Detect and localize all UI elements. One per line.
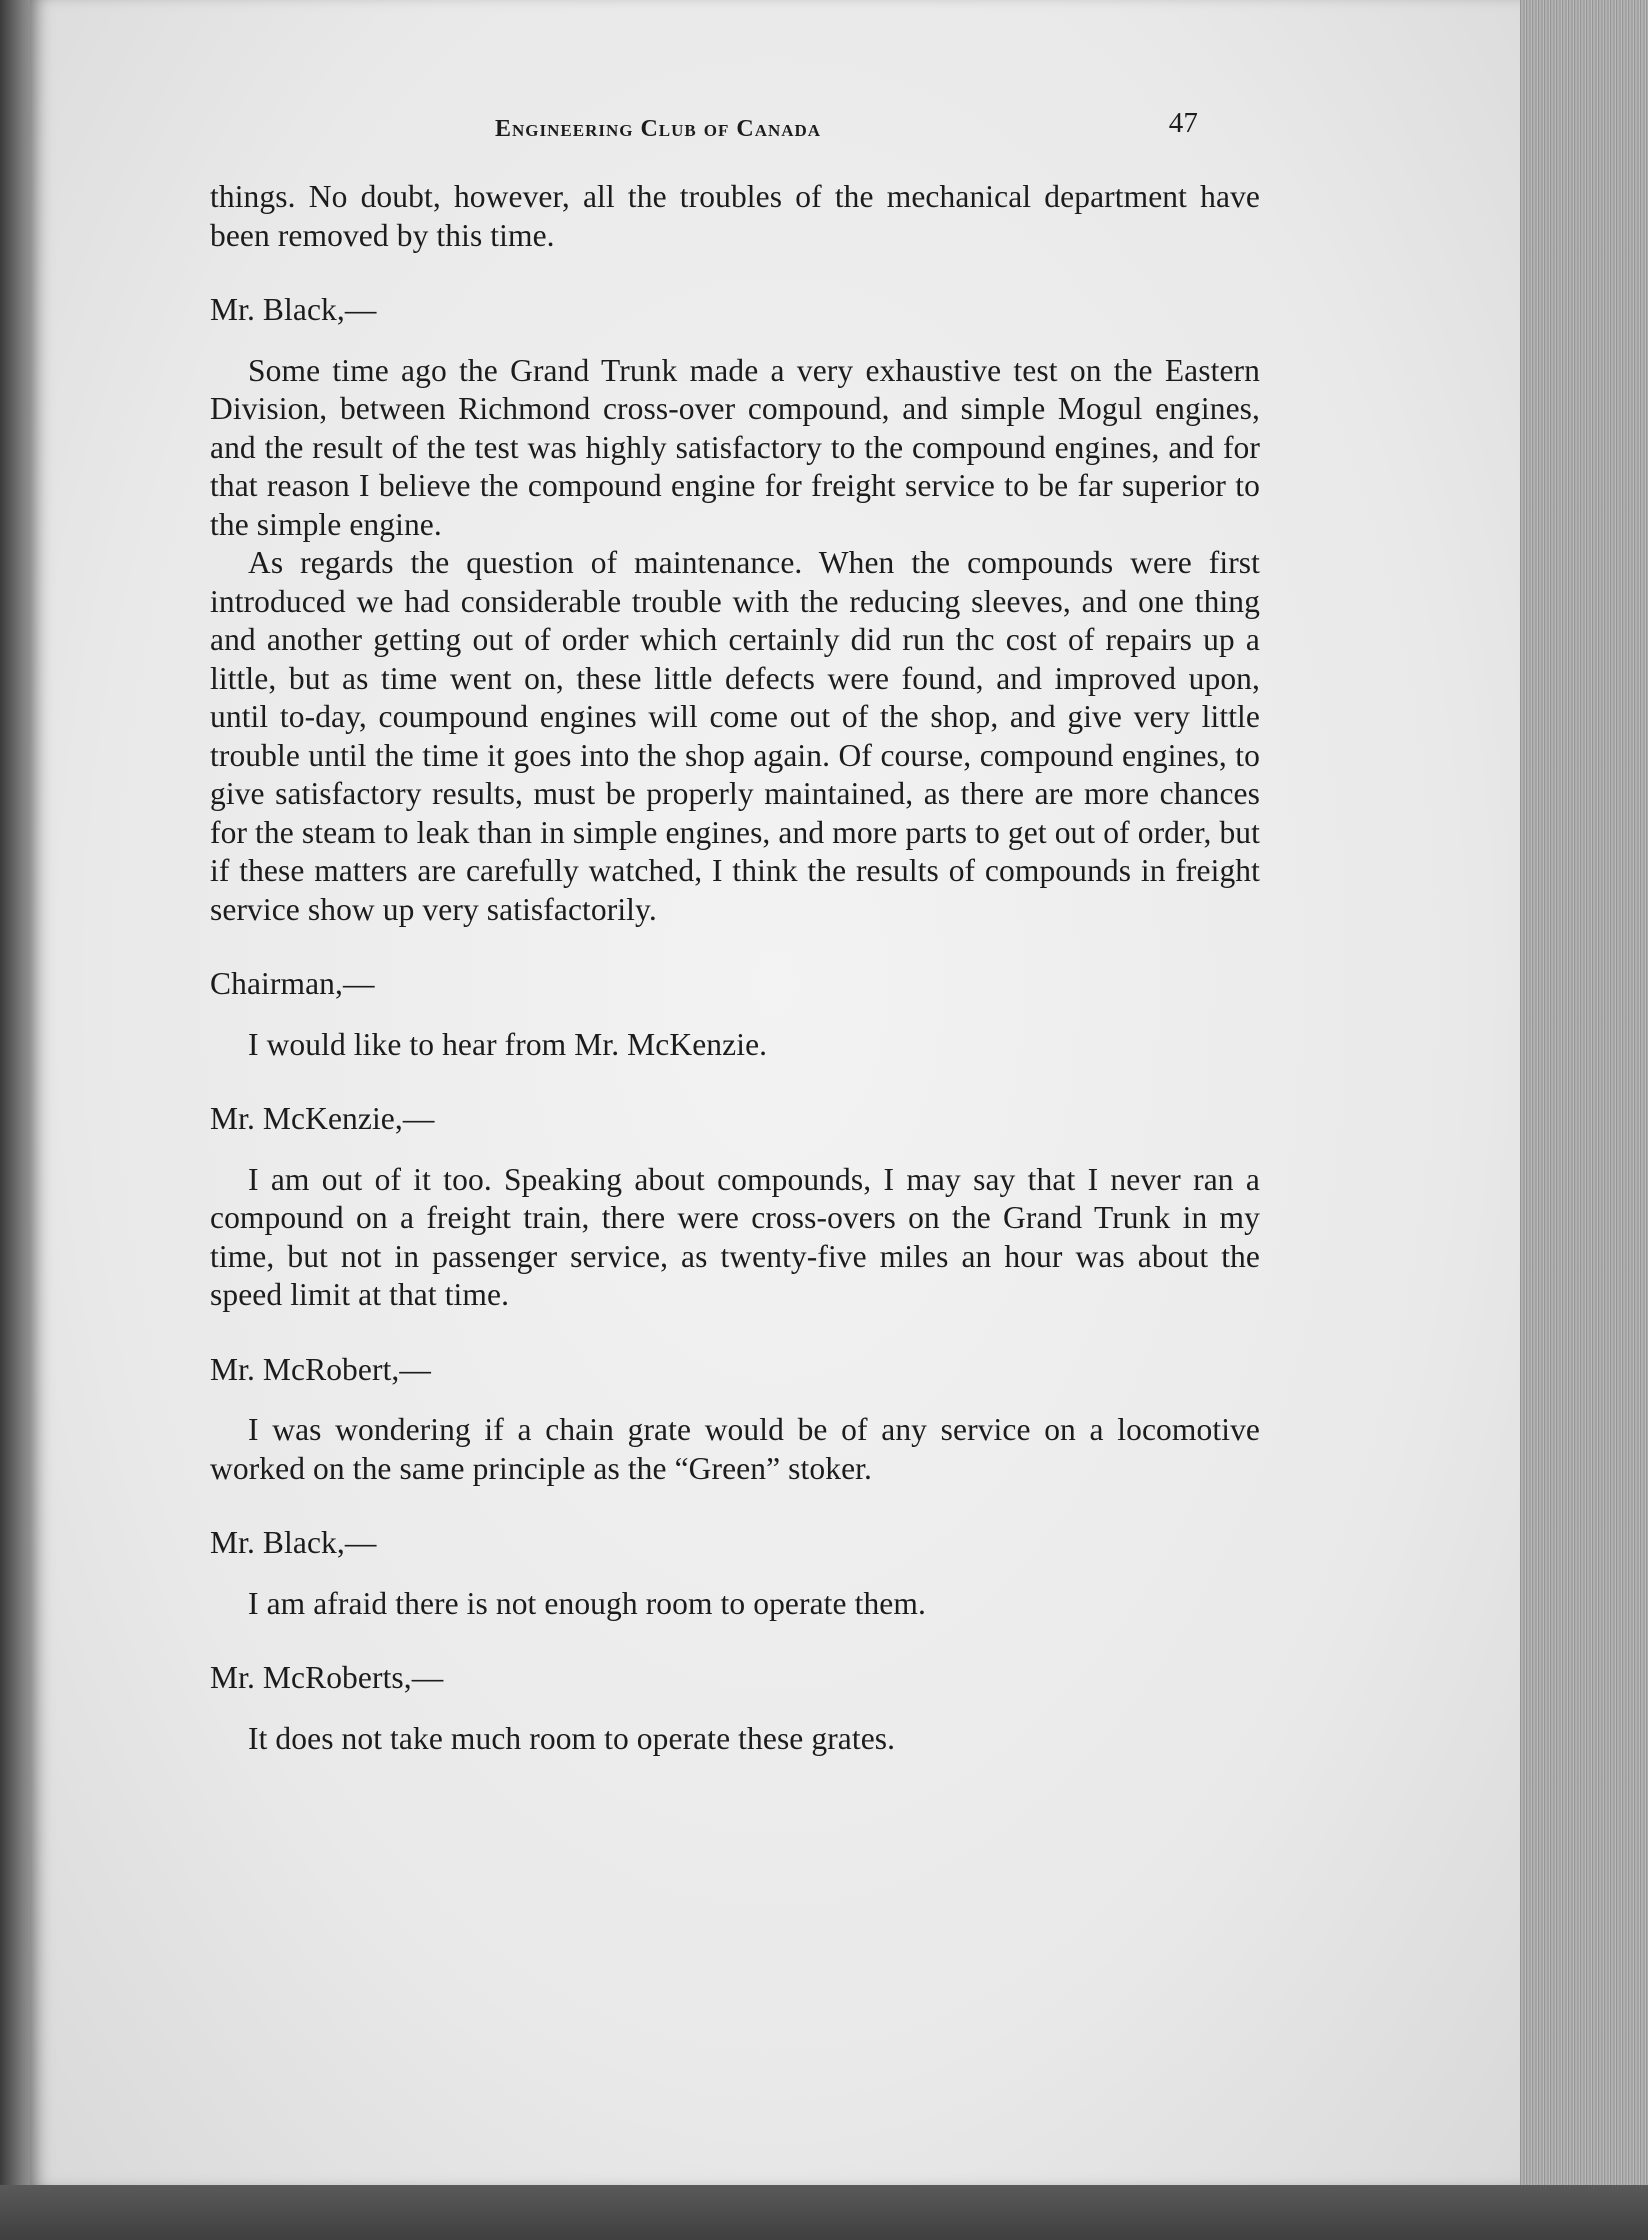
speaker-label: Mr. McRoberts,— xyxy=(210,1660,444,1695)
speaker-label: Mr. Black,— xyxy=(210,1525,377,1560)
paragraph: Some time ago the Grand Trunk made a very exhaustive test on the Eastern Division, between Richmond cross-over compound, and simple Mogul engines, and the result of the test was highly satisfactory to the compound engines, and for that reason I believe the compound engine for freight service to be far superior to the simple engine. xyxy=(210,352,1260,542)
paragraph: It does not take much room to operate these grates. xyxy=(248,1720,896,1756)
page-edges xyxy=(1520,0,1648,2240)
paragraph: As regards the question of maintenance. When the compounds were first introduced we had considerable trouble with the reducing sleeves, and one thing and another getting out of order which certainly did run thc cost of repairs up a little, but as time went on, these little defects were found, and improved upon, until to-day, coumpound engines will come out of the shop, and give very little trouble until the time it goes into the shop again. Of course, compound engines, to give satisfactory results, must be properly maintained, as there are more chances for the steam to leak than in simple engines, and more parts to get out of order, but if these matters are carefully watched, I think the results of compounds in freight service show up very satisfactorily. xyxy=(210,545,1260,927)
paragraph: I was wondering if a chain grate would be of any service on a locomotive worked on the same principle as the “Green” stoker. xyxy=(210,1412,1260,1486)
running-head xyxy=(210,100,1260,150)
paragraph: I am out of it too. Speaking about compounds, I may say that I never ran a compound on a freight train, there were cross-overs on the Grand Trunk in my time, but not in passenger service, as twenty-five miles an hour was about the speed limit at that time. xyxy=(210,1161,1260,1312)
speaker-label: Mr. McKenzie,— xyxy=(210,1101,435,1136)
speaker-label: Chairman,— xyxy=(210,966,375,1001)
running-title: Engineering Club of Canada xyxy=(495,116,822,142)
paragraph: I am afraid there is not enough room to operate them. xyxy=(248,1585,926,1621)
book-bottom-edge xyxy=(0,2185,1648,2240)
speaker-label: Mr. Black,— xyxy=(210,292,377,327)
page-text xyxy=(210,100,1260,1758)
paragraph-continuation: things. No doubt, however, all the troubles of the mechanical department have been removed by this time. xyxy=(210,179,1260,253)
speaker-label: Mr. McRobert,— xyxy=(210,1351,432,1387)
page-number: 47 xyxy=(1168,107,1198,139)
paragraph: I would like to hear from Mr. McKenzie. xyxy=(248,1026,768,1062)
